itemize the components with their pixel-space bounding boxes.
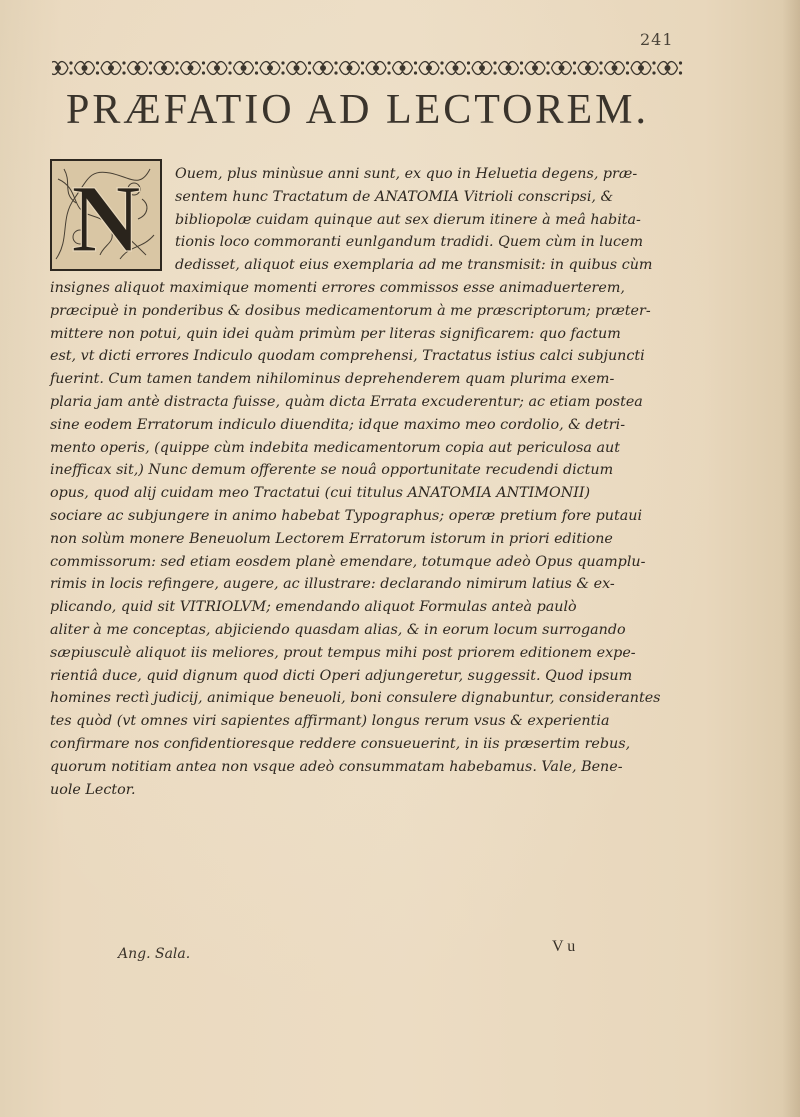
text-line: insignes aliquot maximique momenti errores commissos esse animaduerterem, — [50, 279, 625, 296]
text-line: inefficax sit,) Nunc demum offerente se nouâ opportunitate recudendi dictum — [50, 462, 614, 479]
ornamental-border — [52, 56, 692, 80]
text-line: sociare ac subjungere in animo habebat Typographus; operæ pretium fore putaui — [50, 507, 643, 524]
text-line: rimis in locis refingere, augere, ac illustrare: declarando nimirum latius & ex- — [50, 576, 615, 593]
text-line: uole Lector. — [50, 781, 136, 798]
page-number: 241 — [640, 30, 674, 49]
text-line: sentem hunc Tractatum de ANATOMIA Vitrioli conscripsi, & — [175, 188, 614, 205]
text-line: rientiâ duce, quid dignum quod dicti Operi adjungeretur, suggessit. Quod ipsum — [50, 667, 633, 684]
text-line: tionis loco commoranti eunlgandum tradidi. Quem cùm in lucem — [175, 234, 644, 251]
text-line: est, vt dicti errores Indiculo quodam comprehensi, Tractatus istius calci subjuncti — [50, 348, 645, 365]
text-line: mento operis, (quippe cùm indebita medicamentorum copia aut periculosa aut — [50, 439, 620, 456]
text-line: plaria jam antè distracta fuisse, quàm dicta Errata excuderentur; ac etiam postea — [50, 393, 643, 410]
text-line: fuerint. Cum tamen tandem nihilominus deprehenderem quam plurima exem- — [50, 371, 615, 388]
signature-mark: V u — [552, 938, 576, 955]
text-line: tes quòd (vt omnes viri sapientes affirmant) longus rerum vsus & experientia — [50, 713, 610, 730]
initial-letter: N — [71, 165, 141, 271]
text-line: mittere non potui, quin idei quàm primùm per literas significarem: quo factum — [50, 325, 621, 342]
text-line: homines rectì judicij, animique beneuoli, boni consulere dignabuntur, considerantes — [50, 690, 661, 707]
text-line: sine eodem Erratorum indiculo diuendita; idque maximo meo cordolio, & detri- — [50, 416, 626, 433]
catchword: Ang. Sala. — [118, 946, 191, 962]
text-line: commissorum: sed etiam eosdem planè emendare, totumque adeò Opus quamplu- — [50, 553, 646, 570]
text-line: opus, quod alij cuidam meo Tractatui (cui titulus ANATOMIA ANTIMONII) — [50, 485, 591, 502]
page-edge-shadow — [782, 0, 800, 1117]
text-line: sæpiusculè aliquot iis meliores, prout tempus mihi post priorem editionem expe- — [50, 644, 636, 661]
text-line: præcipuè in ponderibus & dosibus medicamentorum à me præscriptorum; præter- — [50, 302, 651, 319]
text-line: non solùm monere Beneuolum Lectorem Erratorum istorum in priori editione — [50, 530, 613, 547]
text-line: bibliopolæ cuidam quinque aut sex dierum itinere à meâ habita- — [175, 211, 641, 228]
text-line: aliter à me conceptas, abjiciendo quasdam alias, & in eorum locum surrogando — [50, 621, 626, 638]
text-line: plicando, quid sit VITRIOLVM; emendando aliquot Formulas anteà paulò — [50, 599, 577, 616]
preface-body — [50, 163, 710, 801]
text-line: Ouem, plus minùsue anni sunt, ex quo in Heluetia degens, præ- — [175, 166, 638, 182]
text-line: confirmare nos confidentioresque reddere consueuerint, in iis præsertim rebus, — [50, 735, 631, 752]
page-title: PRÆFATIO AD LECTOREM. — [66, 87, 650, 133]
text-line: dedisset, aliquot eius exemplaria ad me transmisit: in quibus cùm — [175, 257, 653, 274]
text-line: quorum notitiam antea non vsque adeò consummatam habebamus. Vale, Bene- — [50, 758, 623, 775]
